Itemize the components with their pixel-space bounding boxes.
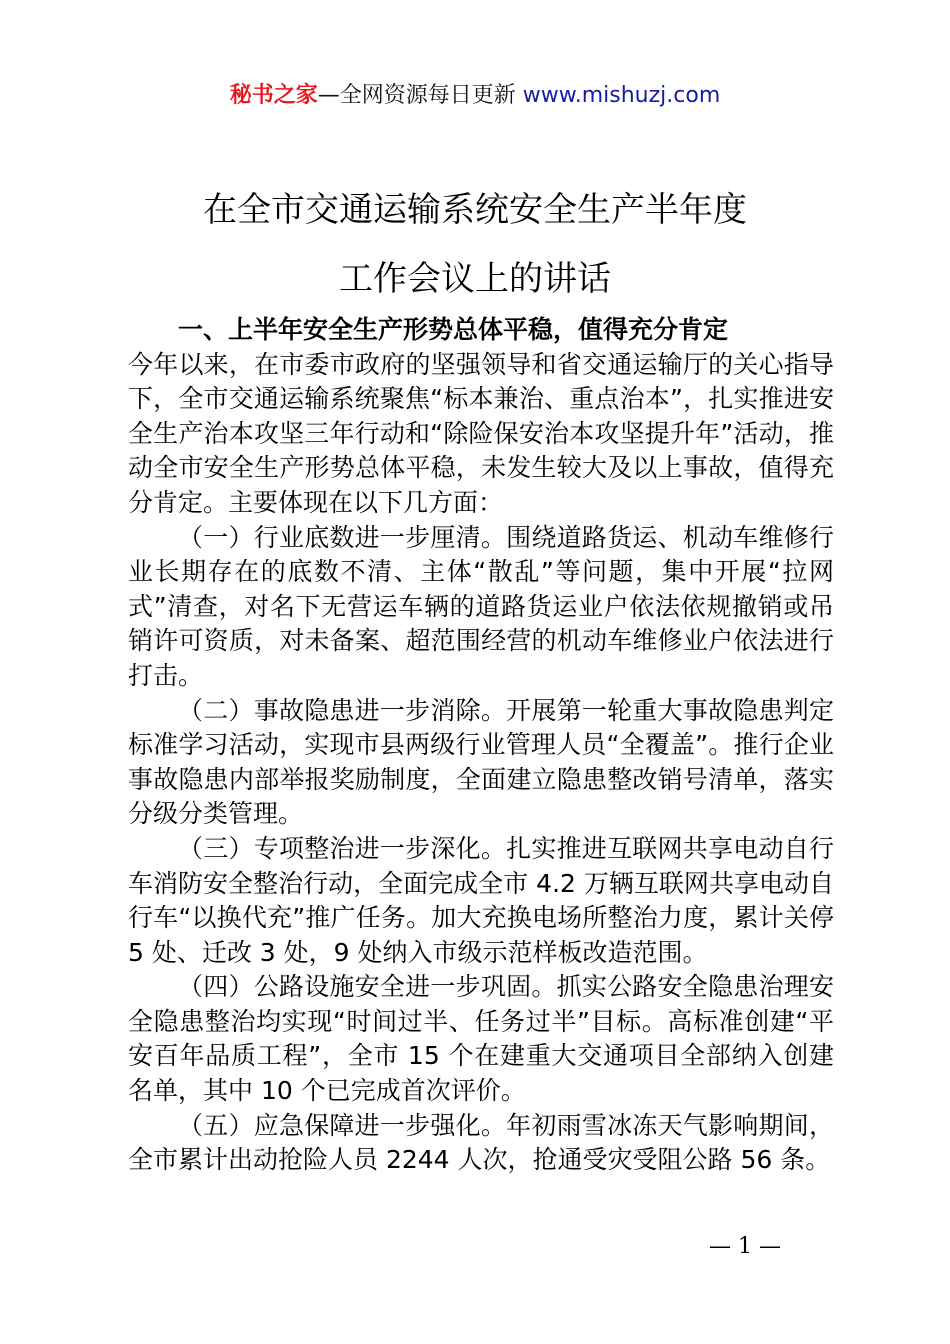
page-number: — 1 — [709, 1234, 781, 1259]
section-heading: 一、上半年安全生产形势总体平稳，值得充分肯定 [178, 315, 729, 344]
document-body [128, 313, 834, 1178]
document-title-line-2: 工作会议上的讲话 [339, 259, 611, 299]
site-header [0, 80, 950, 112]
paragraph-intro: 今年以来，在市委市政府的坚强领导和省交通运输厅的关心指导下，全市交通运输系统聚焦“标本兼治、重点治本”，扎实推进安全生产治本攻坚三年行动和“除险保安治本攻坚提升年”活动，推动全市安全生产形势总体平稳，未发生较大及以上事故，值得充分肯定。主要体现在以下几方面： [128, 349, 834, 517]
paragraph-item-4: （四）公路设施安全进一步巩固。抓实公路安全隐患治理安全隐患整治均实现“时间过半、任务过半”目标。高标准创建“平安百年品质工程”，全市 15 个在建重大交通项目全部纳入创建名单，其中 10 个已完成首次评价。 [128, 972, 834, 1106]
paragraph-item-1: （一）行业底数进一步厘清。围绕道路货运、机动车维修行业长期存在的底数不清、主体“散乱”等问题，集中开展“拉网式”清查，对名下无营运车辆的道路货运业户依法依规撤销或吊销许可资质，对未备案、超范围经营的机动车维修业户依法进行打击。 [128, 522, 834, 690]
paragraph-item-3: （三）专项整治进一步深化。扎实推进互联网共享电动自行车消防安全整治行动，全面完成全市 4.2 万辆互联网共享电动自行车“以换代充”推广任务。加大充换电场所整治力度，累计关停 5 处、迁改 3 处，9 处纳入市级示范样板改造范围。 [128, 833, 834, 967]
site-url-link[interactable]: www.mishuzj.com [522, 83, 721, 108]
document-title-line-1: 在全市交通运输系统安全生产半年度 [203, 190, 747, 230]
paragraph-item-2: （二）事故隐患进一步消除。开展第一轮重大事故隐患判定标准学习活动，实现市县两级行业管理人员“全覆盖”。推行企业事故隐患内部举报奖励制度，全面建立隐患整改销号清单，落实分级分类管理。 [128, 695, 834, 829]
site-brand: 秘书之家 [229, 83, 318, 108]
site-tagline: —全网资源每日更新 [317, 83, 516, 108]
paragraph-item-5: （五）应急保障进一步强化。年初雨雪冰冻天气影响期间，全市累计出动抢险人员 2244 人次，抢通受灾受阻公路 56 条。 [128, 1110, 834, 1175]
